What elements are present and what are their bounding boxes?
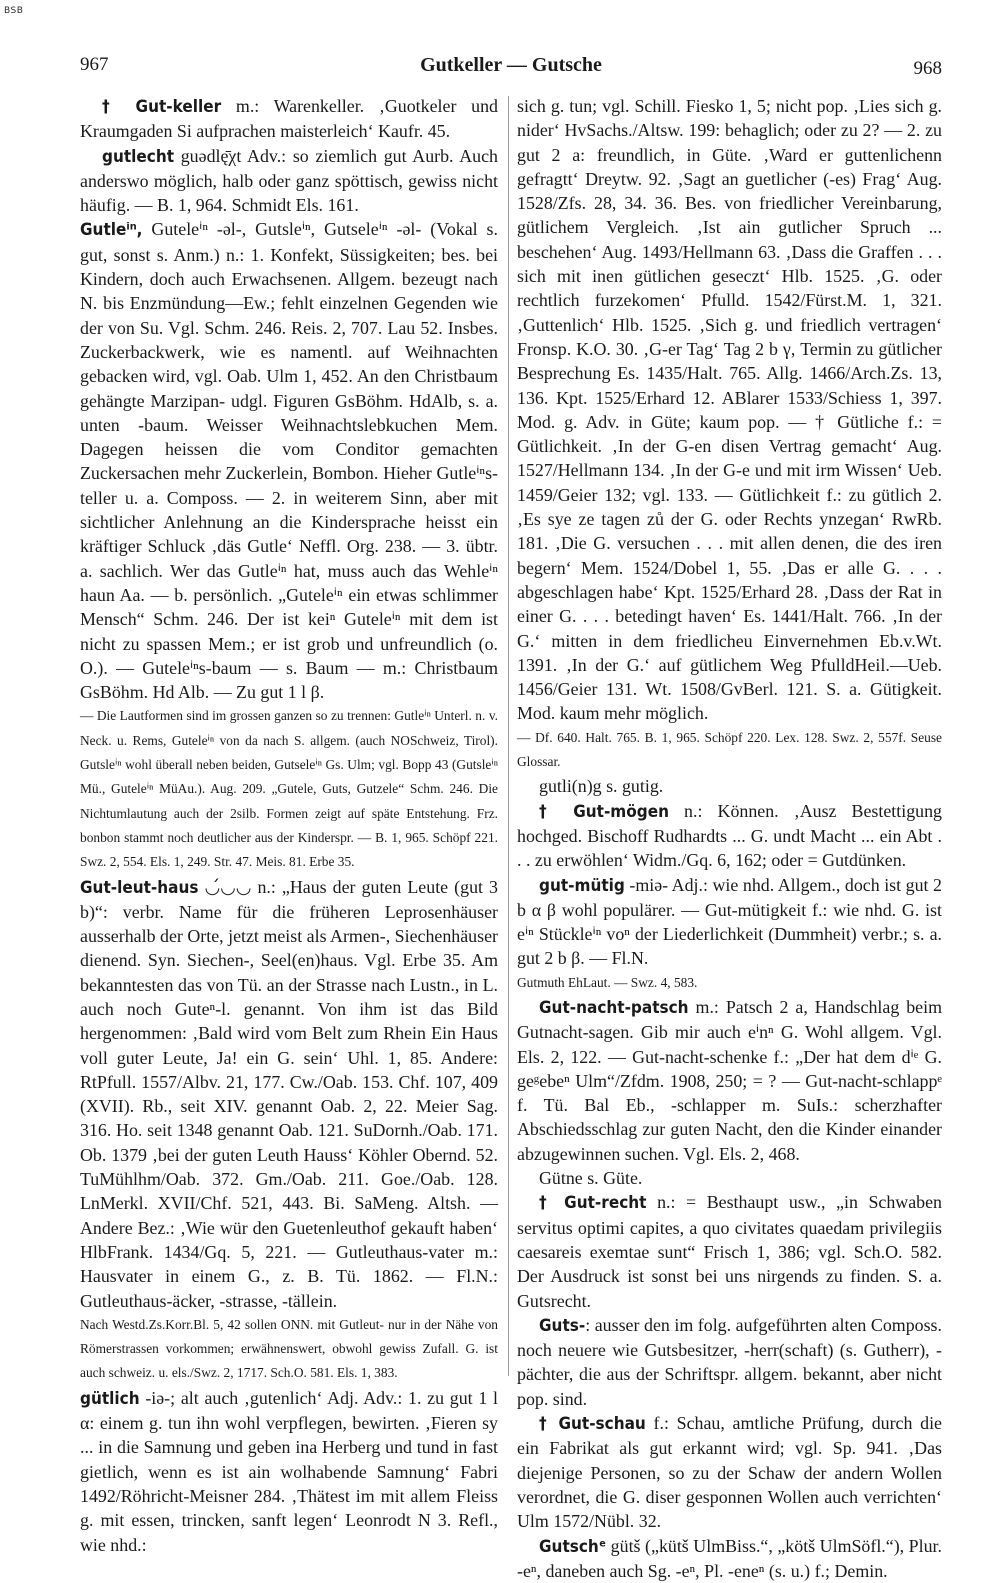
entry-headword: gutlecht [102,146,175,167]
dictionary-entry [80,144,498,218]
entry-headword: gütlich [80,1388,140,1409]
entry-text: sich g. tun; vgl. Schill. Fiesko 1, 5; nicht pop. ‚Lies sich g. nider‘ HvSachs./Altsw. 199: behaglich; oder zu 2? — 2. zu gut 2 a: freundlich, in Güte. ‚Ward er guttenlichenn gefragtt‘ Dreytw. 92. ‚Sagt an guetlicher (-es) Frag‘ Aug. 1528/Zfs. 28, 34. 36. Bes. von friedlicher Vereinbarung, gütlichem Vergleich. ‚Ist ain gutlicher Spruch ... beschehen‘ Aug. 1493/Hellmann 63. ‚Dass die Graffen . . . sich mit inen gütlichen geseczt‘ Hlb. 1525. ‚G. oder rechtlich furzekomen‘ Pfulld. 1542/Fürst.M. 1, 321. ‚Guttenlich‘ Hlb. 1525. ‚Sich g. und friedlich vertragen‘ Fronsp. K.O. 30. ‚G-er Tag‘ Tag 2 b γ, Termin zu gütlicher Besprechung Es. 1435/Halt. 765. Allg. 1466/Arch.Zs. 13, 136. Kpt. 1525/Erhard 12. ABlarer 1533/Schiess 1, 397. Mod. g. Adv. in Güte; kaum pop. — † Gütliche f.: = Gütlichkeit. ‚In der G-en disen Vertrag gemacht‘ Aug. 1527/Hellmann 134. ‚In der G-e und mit irm Wissen‘ Ueb. 1459/Geier 132; vgl. 133. — Gütlichkeit f.: zu gütlich 2. ‚Es sye ze tagen zů der G. oder Rechts ynzegan‘ RwRb. 181. ‚Die G. versuchen . . . mit allen denen, die des iren begern‘ Mem. 1524/Dobel 1, 55. ‚Das er alle G. . . . abgeschlagen habe‘ Kpt. 1525/Erhard 28. ‚Dass der Rat in einer G. . . . betedingt haven‘ Es. 1441/Halt. 766. ‚In der G.‘ mitten in dem friedlicheu Einvernehmen Eb.v.Wt. 1391. ‚In der G.‘ auf gütlichem Weg PfulldHeil.—Ueb. 1456/Geier 131. Wt. 1508/GvBerl. 121. S. a. Gütigkeit. Mod. kaum mehr möglich. [517,96,942,724]
dictionary-entry [517,774,942,798]
dictionary-entry [517,1313,942,1411]
entry-headword: gut-mütig [539,875,625,896]
entry-text: gutli(n)g s. gutig. [539,776,664,797]
entry-headword: Gutschᵉ [539,1536,607,1557]
dictionary-entry [517,971,942,995]
entry-text: n.: = Besthaupt usw., „in Schwaben servitus optimi capites, a quo civitates quaedam privilegiis caesareis exemtae sunt“ Frisch 1, 386; vgl. Sch.O. 582. Der Ausdruck ist sonst bei uns nirgends zu finden. S. a. Gutsrecht. [517,1192,942,1311]
entry-text: -miə- Adj.: wie nhd. Allgem., doch ist gut 2 b α β wohl populärer. — Gut-mütigkeit f.: wie nhd. G. ist eⁱⁿ Stückleⁱⁿ voⁿ der Liederlichkeit (Dummheit) verbr.; s. a. gut 2 b β. — Fl.N. [517,874,942,969]
page-number-left: 967 [80,54,109,75]
entry-headword: † Gut-mögen [539,801,669,822]
dictionary-entry [517,799,942,873]
dictionary-entry [517,1166,942,1190]
entry-text: f.: Schau, amtliche Prüfung, durch die ein Fabrikat als gut erkannt wird; vgl. Sp. 941. ‚Das diejenige Personen, so zu der Schaw der andern Wollen verordnet, die G. diser gesponnen Wollen auch verrichten‘ Ulm 1572/Nübl. 32. [517,1413,942,1532]
dictionary-entry [517,726,942,775]
dictionary-entry [80,704,498,874]
entry-text: — Df. 640. Halt. 765. B. 1, 965. Schöpf 220. Lex. 128. Swz. 2, 557f. Seuse Glossar. [517,729,942,770]
dictionary-entry [80,1386,498,1557]
entry-text: m.: Warenkeller. ‚Guotkeler und Kraumgaden Si aufprachen maisterleich‘ Kaufr. 45. [80,96,498,142]
library-stamp: BSB [4,6,24,16]
dictionary-entry [517,995,942,1166]
dictionary-entry [517,94,942,726]
entry-text: n.: Können. ‚Ausz Bestettigung hochged. Bischoff Rudhardts ... G. undt Macht ... ein Abt . . . zu erwöhlen‘ Widm./Gq. 6, 162; oder = Gutdünken. [517,800,942,871]
dictionary-entry [80,875,498,1313]
running-title: Gutkeller — Gutsche [420,54,602,76]
entry-headword: † Gut-recht [539,1193,647,1214]
entry-text: Gütne s. Güte. [539,1168,643,1189]
entry-text: guədlę̄χt Adv.: so ziemlich gut Aurb. Auch anderswo möglich, halb oder ganz spöttisch, gewiss nicht häufig. — B. 1, 964. Schmidt Els. 161. [80,145,498,216]
left-column [80,94,498,1555]
entry-text: — Die Lautformen sind im grossen ganzen so zu trennen: Gutleⁱⁿ Unterl. n. v. Neck. u. Rems, Guteleⁱⁿ von da nach S. allgem. (auch NOSchweiz, Tirol). Gutsleⁱⁿ wohl überall neben beiden, Gutseleⁱⁿ Gs. Ulm; vgl. Bopp 43 (Gutsleⁱⁿ Mü., Guteleⁱⁿ MüAu.). Aug. 209. „Gutele, Guts, Gutzele“ Schm. 246. Die Nichtumlautung auch der 2silb. Formen zeigt auf späte Entstehung. Frz. bonbon stammt noch deutlicher aus der Kinderspr. — B. 1, 965. Schöpf 221. Swz. 2, 554. Els. 1, 249. Str. 47. Meis. 81. Erbe 35. [80,708,498,870]
dictionary-entry [80,1313,498,1386]
entry-text: : ausser den im folg. aufgeführten alten Composs. noch neuere wie Gutsbesitzer, -herr(schaft) (s. Gutherr), -pächter, die aus der Schriftspr. allgem. bekannt, aber nicht pop. sind. [517,1314,942,1409]
dictionary-entry [80,94,498,144]
right-column [517,94,942,1581]
entry-headword: † Gut-schau [539,1414,646,1435]
entry-headword: Gutleⁱⁿ, [80,220,143,241]
page-header [80,52,942,82]
entry-headword: † Gut-keller [102,97,222,117]
entry-text: Nach Westd.Zs.Korr.Bl. 5, 42 sollen ONN. mit Gutleut- nur in der Nähe von Römerstrassen vorkommen; erwähnenswert, obwohl gewiss Zufall. G. ist auch schweiz. u. els./Swz. 2, 1717. Sch.O. 581. Els. 1, 383. [80,1316,498,1381]
entry-text: Guteleⁱⁿ -əl-, Gutsleⁱⁿ, Gutseleⁱⁿ -əl- (Vokal s. gut, sonst s. Anm.) n.: 1. Konfekt, Süssigkeiten; bes. bei Kindern, doch auch Erwachsenen. Allgem. bezeugt nach N. bis Enzmündung—Ew.; fehlt einzelnen Gegenden wie der von Su. Vgl. Schm. 246. Reis. 2, 707. Lau 52. Insbes. Zuckerbackwerk, wie es namentl. auf Weihnachten gebacken wird, vgl. Oab. Ulm 1, 452. An den Christbaum gehängte Marzipan- udgl. Figuren GsBöhm. HdAlb, s. a. unten -baum. Weisser Weihnachtslebkuchen Mem. Dagegen heissen die vom Conditor gemachten Zuckersachen mehr Zuckerlein, Bombon. Hieher Gutleⁱⁿs-teller u. a. Composs. — 2. in weiterem Sinn, aber mit sichtlicher Anlehnung an die Kindersprache heisst ein kräftiger Schluck ‚däs Gutle‘ Neffl. Org. 238. — 3. übtr. a. sachlich. Wer das Gutleⁱⁿ hat, muss auch das Wehleⁱⁿ haun Aa. — b. persönlich. „Guteleⁱⁿ ein etwas schlimmer Mensch“ Schm. 246. Der ist keiⁿ Guteleⁱⁿ mit dem ist nicht zu spassen Mem.; er ist grob und unfreundlich (o. O.). — Guteleⁱⁿs-baum — s. Baum — m.: Christbaum GsBöhm. Hd Alb. — Zu gut 1 l β. [80,219,498,703]
entry-text: m.: Patsch 2 a, Handschlag beim Gutnacht-sagen. Gib mir auch eⁱnⁿ G. Wohl allgem. Vgl. Els. 2, 122. — Gut-nacht-schenke f.: „Der hat dem dⁱᵉ G. geᵍebeⁿ Ulm“/Zfdm. 1908, 250; = ? — Gut-nacht-schlappᵉ f. Tü. Bal Eb., -schlapper m. SuIs.: scherzhafter Abschiedsschlag zur guten Nacht, den die Kinder einander abzugewinnen suchen. Vgl. Els. 2, 468. [517,996,942,1164]
entry-headword: Gut-leut-haus [80,877,199,898]
dictionary-entry [517,873,942,971]
column-divider [508,96,509,1376]
dictionary-entry [517,1411,942,1533]
page-number-right: 968 [913,58,942,79]
dictionary-entry [80,217,498,704]
entry-text: -iə-; alt auch ‚gutenlich‘ Adj. Adv.: 1. zu gut 1 l α: einem g. tun ihn wohl verpflegen, bewirten. ‚Fieren sy ... in die Samnung und geben ina Herberg und tund in fast gietlich, wenn es ist ain wolhabende Samnung‘ Fabri 1492/Röhricht-Meisner 284. ‚Thätest im mit allem Fleiss g. mit essen, trincken, sanft legen‘ Leonrodt N 3. Refl., wie nhd.: [80,1387,498,1555]
dictionary-entry [517,1190,942,1312]
entry-headword: Gut-nacht-patsch [539,997,689,1018]
entry-headword: Guts- [539,1315,586,1336]
dictionary-entry [517,1534,942,1583]
entry-text: ◡́◡◡ n.: „Haus der guten Leute (gut 3 b)“: verbr. Name für die früheren Leprosenhäuser ausserhalb der Orte, jetzt meist als Armen-, Siechenhäuser dienend. Syn. Siechen-, Seel(en)haus. Vgl. Erbe 35. Am bekanntesten das von Tü. an der Strasse nach Lustn., in L. auch noch Guteⁿ-l. genannt. Von ihm ist das Bild hergenommen: ‚Bald wird vom Belt zum Rhein Ein Haus voll guter Leute, Ja! ein G. sein‘ Uhl. 1, 85. Andere: RtPfull. 1557/Albv. 21, 177. Cw./Oab. 153. Chf. 107, 409 (XVII). Rb., seit XIV. genannt Oab. 2, 22. Meier Sag. 316. Ho. seit 1348 genannt Oab. 121. SuDornh./Oab. 171. Ob. 1379 ‚bei der guten Leuth Hauss‘ Köhler Obernd. 52. TuMühlhm/Oab. 372. Gm./Oab. 211. Goe./Oab. 128. LnMerkl. XVII/Chf. 521, 443. Bi. SaMeng. Altsh. — Andere Bez.: ‚Wie wür den Guetenleuthof gekauft haben‘ HlbFrank. 1434/Gq. 5, 221. — Gutleuthaus-vater m.: Hausvater in einem G., z. B. Tü. 1862. — Fl.N.: Gutleuthaus-äcker, -strasse, -tällein. [80,876,498,1311]
entry-text: gütš („kütš UlmBiss.“, „kötš UlmSöfl.“), Plur. -eⁿ, daneben auch Sg. -eⁿ, Pl. -eneⁿ (s. u.) f.; Demin. [517,1535,942,1581]
entry-text: Gutmuth EhLaut. — Swz. 4, 583. [517,974,698,990]
